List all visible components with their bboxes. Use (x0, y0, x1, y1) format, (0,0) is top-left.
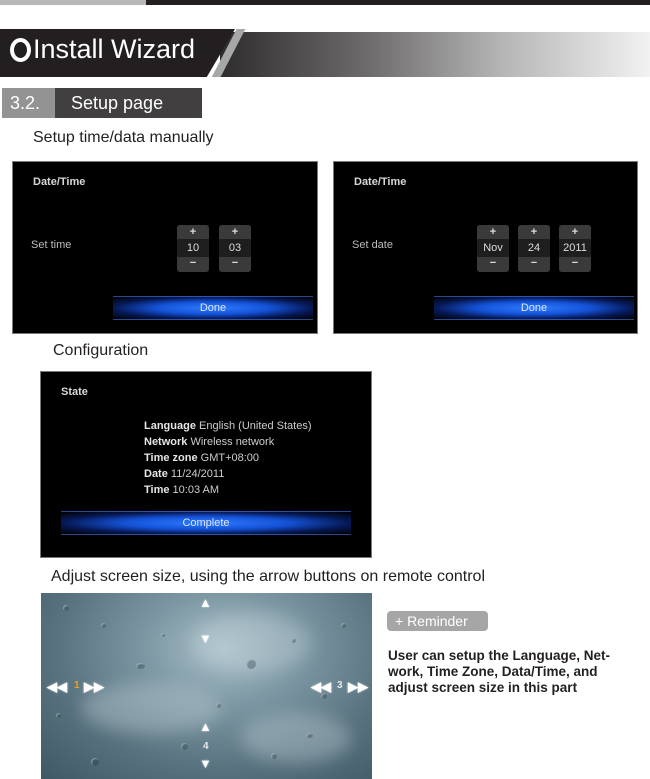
day-value: 24 (518, 239, 550, 257)
minute-spinner (219, 225, 251, 272)
arrow-right-icon: ▶▶ (348, 679, 368, 694)
increment-button[interactable]: + (559, 225, 591, 239)
raindrop (216, 703, 221, 708)
arrow-right-icon: ▶▶ (84, 679, 104, 694)
state-row-time: Time 10:03 AM (144, 484, 220, 496)
increment-button[interactable]: + (518, 225, 550, 239)
decrement-button[interactable]: − (518, 257, 550, 272)
decrement-button[interactable]: − (177, 257, 209, 272)
month-spinner (477, 225, 509, 272)
set-time-label: Set time (31, 239, 72, 251)
chapter-title-text: Install Wizard (33, 34, 196, 64)
section-title (55, 88, 202, 118)
arrow-down-icon: ▼ (199, 756, 212, 771)
month-value: Nov (477, 239, 509, 257)
year-spinner (559, 225, 591, 272)
subheading-adjust: Adjust screen size, using the arrow buttons on remote control (51, 568, 485, 585)
date-screen (333, 161, 638, 334)
minute-value: 03 (219, 239, 251, 257)
done-button[interactable]: Done (113, 296, 313, 320)
decrement-button[interactable]: − (559, 257, 591, 272)
state-row-language: Language English (United States) (144, 420, 312, 432)
raindrop (91, 758, 99, 766)
chapter-title (10, 34, 195, 65)
time-screen (12, 161, 318, 334)
raindrop (306, 733, 313, 738)
subheading-manual: Setup time/data manually (33, 129, 214, 146)
section-number: 3.2. (2, 88, 55, 118)
screen-title: Date/Time (33, 176, 86, 188)
state-row-network: Network Wireless network (144, 436, 275, 448)
arrow-left-icon: ◀◀ (311, 679, 331, 694)
raindrop (181, 743, 188, 750)
subheading-configuration: Configuration (53, 342, 149, 359)
day-spinner (518, 225, 550, 272)
arrow-up-icon: ▲ (199, 595, 212, 610)
reminder-text: User can setup the Language, Net-work, Time Zone, Data/Time, and adjust screen size in this part (388, 648, 611, 695)
hour-value: 10 (177, 239, 209, 257)
screen-title: Date/Time (354, 176, 407, 188)
arrow-up-icon: ▲ (199, 719, 212, 734)
raindrop (161, 633, 165, 637)
increment-button[interactable]: + (177, 225, 209, 239)
done-button[interactable]: Done (434, 296, 634, 320)
top-bar-accent (0, 0, 146, 5)
raindrop (136, 663, 145, 669)
state-row-timezone: Time zone GMT+08:00 (144, 452, 260, 464)
decrement-button[interactable]: − (219, 257, 251, 272)
raindrop (101, 623, 106, 628)
raindrop (246, 659, 256, 669)
edge-label-right: 3 (337, 680, 343, 691)
chapter-banner (0, 29, 650, 77)
arrow-left-icon: ◀◀ (47, 679, 67, 694)
complete-button[interactable]: Complete (61, 511, 351, 535)
top-bar (146, 0, 650, 5)
raindrop (56, 713, 61, 718)
banner-gradient (220, 32, 650, 77)
edge-label-bottom: 4 (203, 741, 209, 752)
edge-label-left: 1 (74, 680, 80, 691)
arrow-down-icon: ▼ (199, 631, 212, 646)
raindrop (63, 605, 69, 611)
ring-icon (10, 38, 31, 62)
increment-button[interactable]: + (219, 225, 251, 239)
cloud-decor (241, 713, 351, 763)
state-row-date: Date 11/24/2011 (144, 468, 225, 480)
screen-title: State (61, 386, 88, 398)
raindrop (291, 638, 296, 643)
reminder-badge: + Reminder (387, 611, 488, 631)
section-title-text: Setup page (71, 93, 164, 113)
state-screen (40, 371, 372, 558)
set-date-label: Set date (352, 239, 393, 251)
decrement-button[interactable]: − (477, 257, 509, 272)
increment-button[interactable]: + (477, 225, 509, 239)
screen-adjust-preview (41, 593, 372, 779)
year-value: 2011 (559, 239, 591, 257)
state-summary (144, 418, 312, 498)
hour-spinner (177, 225, 209, 272)
raindrop (271, 753, 277, 759)
raindrop (341, 623, 346, 628)
